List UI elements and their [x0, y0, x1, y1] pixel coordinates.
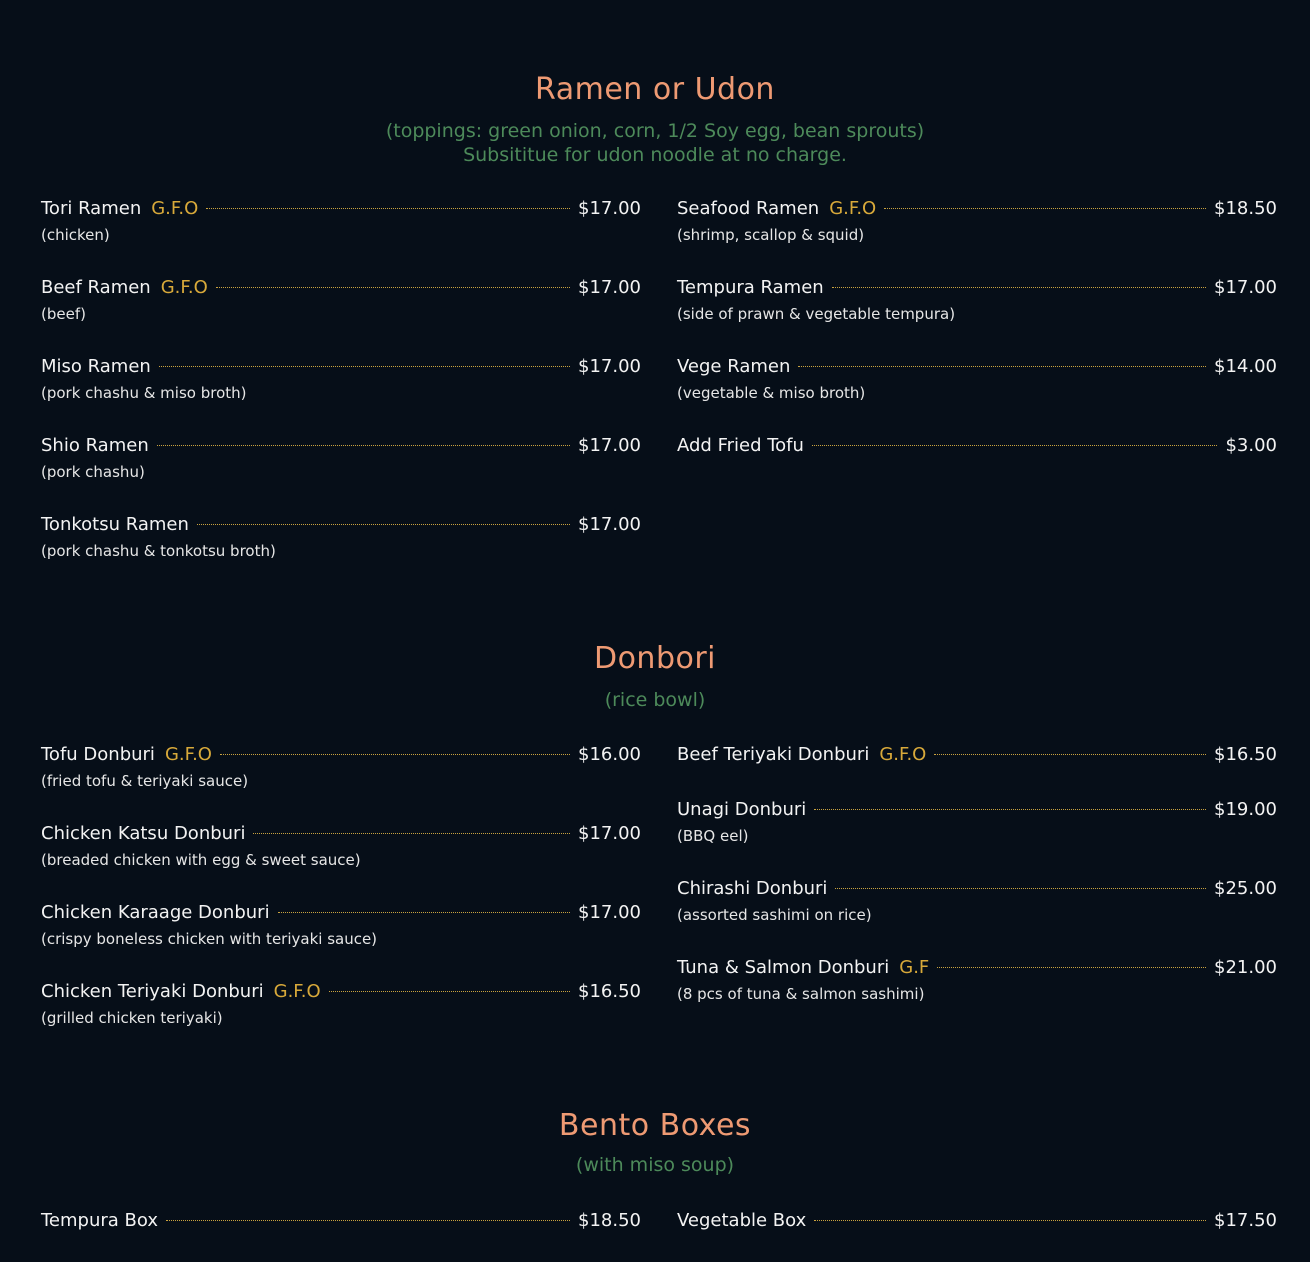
menu-item-description: (grilled chicken teriyaki) — [41, 1009, 223, 1027]
bento-right-column — [677, 1207, 1277, 1262]
menu-item-description: (assorted sashimi on rice) — [677, 906, 872, 924]
menu-item — [677, 353, 1277, 432]
menu-item-name: Tempura Ramen — [677, 277, 824, 298]
menu-item-name: Unagi Donburi — [677, 799, 807, 820]
menu-item-price: $3.00 — [1225, 435, 1277, 456]
menu-item-description: (chicken) — [41, 226, 110, 244]
dietary-badge: G.F.O — [273, 981, 321, 1002]
menu-item-name: Add Fried Tofu — [677, 435, 804, 456]
dietary-badge: G.F.O — [879, 744, 927, 765]
dotted-leader — [934, 754, 1206, 755]
bento-left-column — [41, 1207, 641, 1262]
menu-item — [41, 899, 641, 978]
menu-item-name: Chirashi Donburi — [677, 878, 828, 899]
menu-item-name: Tofu Donburi — [41, 744, 155, 765]
menu-item-price: $18.50 — [578, 1210, 641, 1231]
dotted-leader — [220, 754, 570, 755]
menu-item-row — [41, 978, 641, 1006]
menu-item-name: Seafood Ramen — [677, 198, 820, 219]
section-note: Subsititue for udon noodle at no charge. — [463, 144, 847, 166]
menu-item — [677, 796, 1277, 875]
section-ramen — [0, 71, 1310, 167]
menu-item-row — [41, 432, 641, 460]
menu-item-row — [677, 954, 1277, 982]
menu-item-price: $17.00 — [578, 514, 641, 535]
menu-item — [41, 978, 641, 1057]
dotted-leader — [814, 1220, 1206, 1221]
dotted-leader — [937, 967, 1206, 968]
menu-item-row — [677, 1207, 1277, 1235]
menu-item-description: (pork chashu) — [41, 463, 145, 481]
menu-item-row — [677, 432, 1277, 460]
menu-item — [677, 1207, 1277, 1262]
menu-item-description: (crispy boneless chicken with teriyaki sauce) — [41, 930, 378, 948]
menu-item — [677, 954, 1277, 1033]
menu-item-price: $17.00 — [578, 823, 641, 844]
menu-item-price: $14.00 — [1214, 356, 1277, 377]
dotted-leader — [812, 445, 1218, 446]
menu-item-price: $16.00 — [578, 744, 641, 765]
dotted-leader — [166, 1220, 570, 1221]
menu-item-row — [41, 899, 641, 927]
menu-item-row — [41, 511, 641, 539]
menu-item — [41, 741, 641, 820]
menu-item-row — [41, 195, 641, 223]
dotted-leader — [253, 833, 570, 834]
menu-item — [677, 875, 1277, 954]
menu-item-name: Vegetable Box — [677, 1210, 807, 1231]
dotted-leader — [216, 287, 570, 288]
dotted-leader — [884, 208, 1206, 209]
menu-item-row — [677, 875, 1277, 903]
dietary-badge: G.F.O — [160, 277, 208, 298]
menu-item-price: $18.50 — [1214, 198, 1277, 219]
section-bento — [0, 1107, 1310, 1177]
dotted-leader — [157, 445, 570, 446]
dietary-badge: G.F — [899, 957, 930, 978]
menu-item — [677, 274, 1277, 353]
menu-item — [677, 195, 1277, 274]
menu-item-description: (pork chashu & miso broth) — [41, 384, 247, 402]
menu-item-price: $17.50 — [1214, 1210, 1277, 1231]
menu-item-description: (BBQ eel) — [677, 827, 749, 845]
menu-item-description: (breaded chicken with egg & sweet sauce) — [41, 851, 361, 869]
menu-item — [41, 1207, 641, 1262]
menu-item-name: Chicken Katsu Donburi — [41, 823, 246, 844]
menu-item-price: $17.00 — [578, 902, 641, 923]
menu-item — [41, 195, 641, 274]
section-donbori — [0, 640, 1310, 712]
menu-item-name: Tempura Box — [41, 1210, 158, 1231]
section-title: Donbori — [593, 641, 717, 676]
menu-item — [41, 432, 641, 511]
dotted-leader — [278, 912, 570, 913]
menu-item-name: Beef Teriyaki Donburi — [677, 744, 870, 765]
menu-item-price: $19.00 — [1214, 799, 1277, 820]
menu-item-name: Chicken Karaage Donburi — [41, 902, 270, 923]
menu-item-row — [41, 741, 641, 769]
section-subtitle: (with miso soup) — [575, 1154, 735, 1176]
menu-item-description: (shrimp, scallop & squid) — [677, 226, 865, 244]
dotted-leader — [206, 208, 570, 209]
dotted-leader — [798, 366, 1206, 367]
ramen-right-column — [677, 195, 1277, 487]
menu-item-description: (8 pcs of tuna & salmon sashimi) — [677, 985, 925, 1003]
dotted-leader — [197, 524, 570, 525]
donbori-right-column — [677, 741, 1277, 1033]
dotted-leader — [329, 991, 570, 992]
menu-item-description: (vegetable & miso broth) — [677, 384, 866, 402]
menu-item-name: Miso Ramen — [41, 356, 151, 377]
menu-item — [41, 511, 641, 590]
menu-item — [677, 741, 1277, 796]
menu-item — [677, 432, 1277, 487]
menu-item-row — [677, 195, 1277, 223]
menu-item-name: Beef Ramen — [41, 277, 151, 298]
section-title: Ramen or Udon — [535, 72, 775, 107]
menu-item-row — [41, 820, 641, 848]
menu-item-row — [41, 353, 641, 381]
section-subtitle: (rice bowl) — [604, 689, 706, 711]
menu-item-name: Tuna & Salmon Donburi — [677, 957, 890, 978]
menu-item-price: $16.50 — [1214, 744, 1277, 765]
donbori-left-column — [41, 741, 641, 1057]
menu-item-price: $17.00 — [578, 356, 641, 377]
section-title: Bento Boxes — [558, 1108, 752, 1143]
menu-item — [41, 820, 641, 899]
dotted-leader — [814, 809, 1206, 810]
menu-item-price: $17.00 — [578, 277, 641, 298]
menu-item-price: $17.00 — [578, 198, 641, 219]
dietary-badge: G.F.O — [151, 198, 199, 219]
menu-item-row — [677, 274, 1277, 302]
dotted-leader — [835, 888, 1206, 889]
menu-item-price: $17.00 — [1214, 277, 1277, 298]
menu-item-name: Vege Ramen — [677, 356, 791, 377]
ramen-left-column — [41, 195, 641, 590]
section-subtitle: (toppings: green onion, corn, 1/2 Soy egg, bean sprouts) — [385, 120, 925, 142]
menu-item-price: $21.00 — [1214, 957, 1277, 978]
menu-item-name: Tori Ramen — [41, 198, 142, 219]
menu-item-row — [677, 796, 1277, 824]
menu-item-row — [677, 741, 1277, 769]
menu-item-price: $17.00 — [578, 435, 641, 456]
menu-item-name: Chicken Teriyaki Donburi — [41, 981, 264, 1002]
menu-item-description: (side of prawn & vegetable tempura) — [677, 305, 956, 323]
menu-item-description: (beef) — [41, 305, 86, 323]
menu-item-description: (pork chashu & tonkotsu broth) — [41, 542, 276, 560]
dotted-leader — [159, 366, 570, 367]
menu-item-row — [41, 274, 641, 302]
menu-item-name: Tonkotsu Ramen — [41, 514, 189, 535]
menu-item-description: (fried tofu & teriyaki sauce) — [41, 772, 249, 790]
menu-item-price: $16.50 — [578, 981, 641, 1002]
menu-item-name: Shio Ramen — [41, 435, 149, 456]
dietary-badge: G.F.O — [164, 744, 212, 765]
menu-item-row — [677, 353, 1277, 381]
menu-item — [41, 353, 641, 432]
dotted-leader — [832, 287, 1206, 288]
menu-item-price: $25.00 — [1214, 878, 1277, 899]
menu-item-row — [41, 1207, 641, 1235]
dietary-badge: G.F.O — [829, 198, 877, 219]
menu-item — [41, 274, 641, 353]
